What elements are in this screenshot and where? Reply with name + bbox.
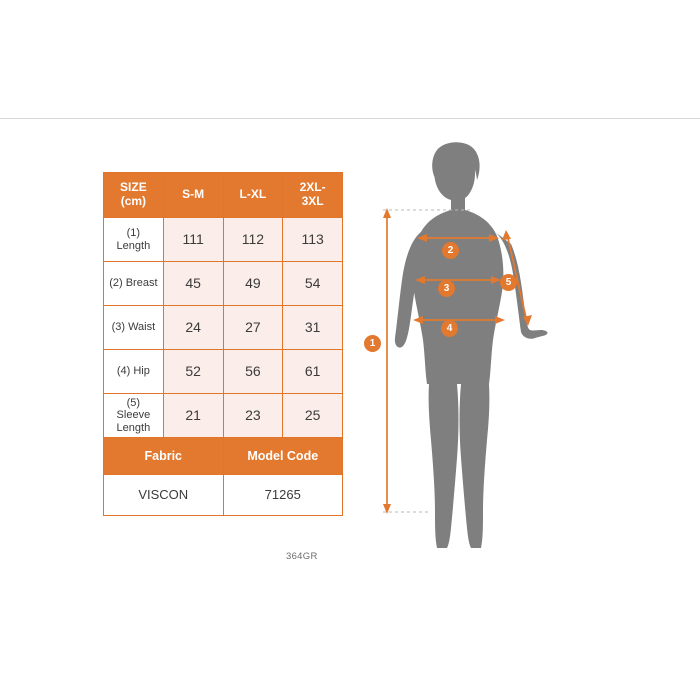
header-fabric: Fabric — [104, 438, 224, 475]
row-label-breast: (2) Breast — [104, 262, 164, 306]
column-header-sm: S-M — [163, 173, 223, 218]
cell-sleeve-lxl: 23 — [223, 394, 283, 438]
header-divider — [0, 118, 700, 119]
row-label-length — [104, 218, 164, 262]
badge-sleeve-length: 5 — [500, 274, 517, 291]
column-header-size — [104, 173, 164, 218]
row-label-length-line1: (1) — [126, 226, 141, 239]
size-table — [103, 172, 343, 516]
table-row — [104, 394, 343, 438]
cell-length-2xl3xl: 113 — [283, 218, 343, 262]
cell-waist-lxl: 27 — [223, 306, 283, 350]
cell-waist-2xl3xl: 31 — [283, 306, 343, 350]
header-model-code: Model Code — [223, 438, 343, 475]
cell-length-lxl: 112 — [223, 218, 283, 262]
row-label-length-line2: Length — [116, 239, 151, 252]
table-row — [104, 262, 343, 306]
size-table-head — [104, 173, 343, 218]
table-row — [104, 350, 343, 394]
cell-fabric-value: VISCON — [104, 475, 224, 516]
cell-waist-sm: 24 — [163, 306, 223, 350]
column-header-size-line1: SIZE — [120, 180, 147, 195]
badge-breast: 2 — [442, 242, 459, 259]
table-header-row — [104, 173, 343, 218]
cell-model-code-value: 71265 — [223, 475, 343, 516]
column-header-2xl3xl-line1: 2XL- — [299, 180, 326, 195]
row-label-sleeve-length — [104, 394, 164, 438]
column-header-2xl3xl — [283, 173, 343, 218]
column-header-2xl3xl-line2: 3XL — [301, 194, 324, 208]
fabric-header-row — [104, 438, 343, 475]
badge-waist: 3 — [438, 280, 455, 297]
cell-breast-sm: 45 — [163, 262, 223, 306]
row-label-hip: (4) Hip — [104, 350, 164, 394]
cell-length-sm: 111 — [163, 218, 223, 262]
model-code-caption: 364GR — [286, 551, 318, 562]
column-header-lxl: L-XL — [223, 173, 283, 218]
row-label-sleeve-line2: Sleeve — [116, 409, 151, 422]
cell-breast-2xl3xl: 54 — [283, 262, 343, 306]
fabric-value-row — [104, 475, 343, 516]
body-silhouette — [395, 142, 548, 548]
female-silhouette-diagram — [355, 140, 605, 560]
table-row — [104, 306, 343, 350]
cell-breast-lxl: 49 — [223, 262, 283, 306]
row-label-waist: (3) Waist — [104, 306, 164, 350]
column-header-size-line2: (cm) — [120, 194, 147, 208]
cell-hip-sm: 52 — [163, 350, 223, 394]
table-row — [104, 218, 343, 262]
size-table-body — [104, 218, 343, 516]
row-label-sleeve-line3: Length — [116, 421, 151, 434]
cell-sleeve-sm: 21 — [163, 394, 223, 438]
cell-sleeve-2xl3xl: 25 — [283, 394, 343, 438]
badge-hip: 4 — [441, 320, 458, 337]
row-label-sleeve-line1: (5) — [126, 396, 141, 409]
cell-hip-lxl: 56 — [223, 350, 283, 394]
badge-length: 1 — [364, 335, 381, 352]
cell-hip-2xl3xl: 61 — [283, 350, 343, 394]
figure-panel — [355, 140, 605, 560]
